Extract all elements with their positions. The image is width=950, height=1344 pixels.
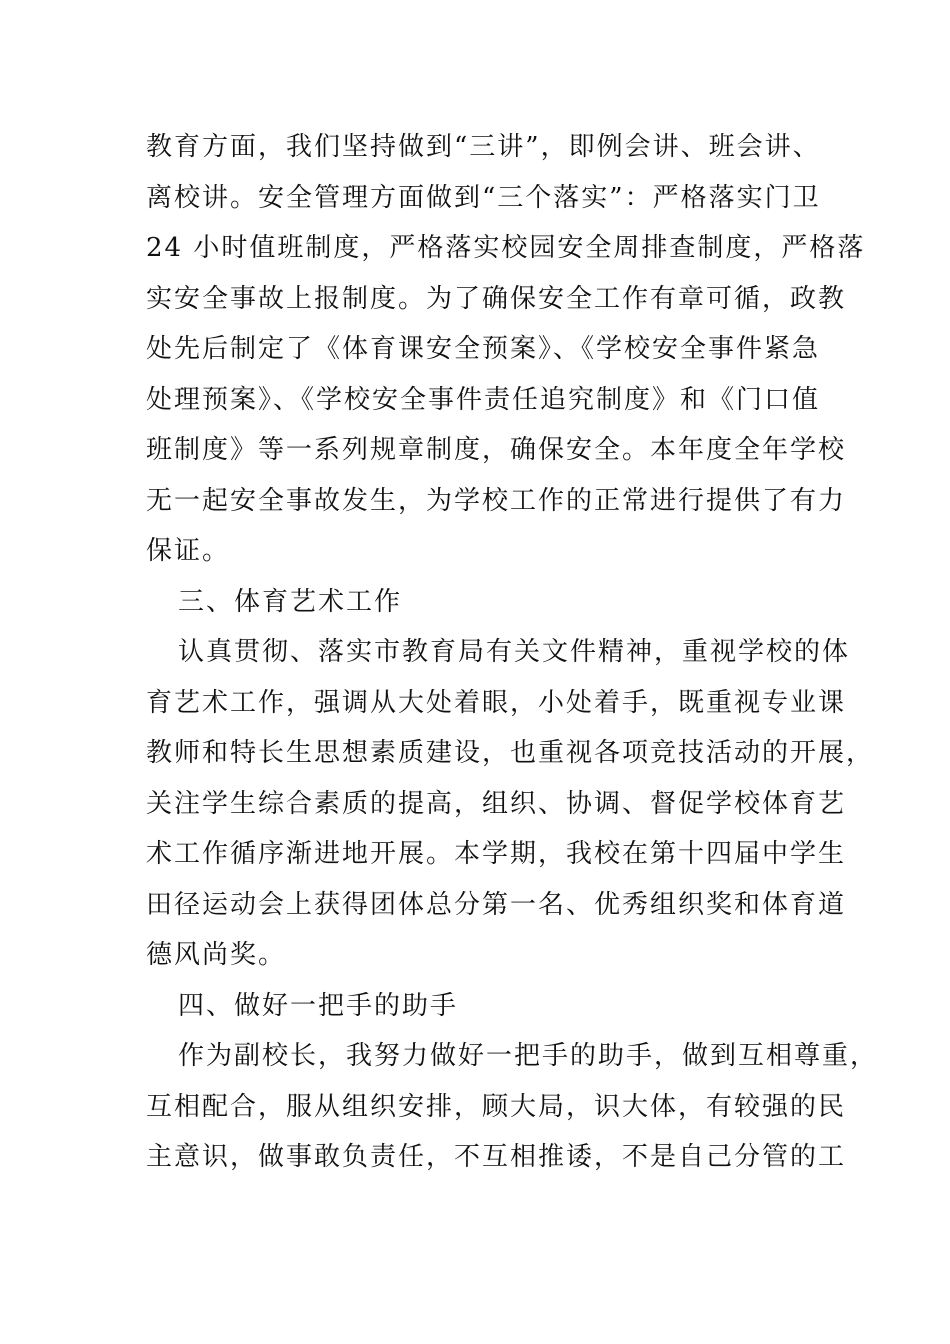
section-heading: 三、体育艺术工作 — [178, 586, 403, 617]
text-line: 保证。 — [146, 536, 231, 566]
text-line: 术工作循序渐进地开展。本学期，我校在第十四届中学生 — [146, 839, 847, 869]
text-line: 处先后制定了《体育课安全预案》、《学校安全事件紧急 — [146, 334, 821, 364]
text-line: 班制度》等一系列规章制度，确保安全。本年度全年学校 — [146, 435, 847, 465]
text-line: 教师和特长生思想素质建设，也重视各项竞技活动的开展， — [146, 738, 875, 768]
text-line: 无一起安全事故发生，为学校工作的正常进行提供了有力 — [146, 485, 847, 516]
text-line: 关注学生综合素质的提高，组织、协调、督促学校体育艺 — [146, 788, 847, 819]
text-line: 离校讲。安全管理方面做到“三个落实”：严格落实门卫 — [146, 182, 821, 213]
text-line: 处理预案》、《学校安全事件责任追究制度》和《门口值 — [146, 384, 821, 415]
text-line: 互相配合，服从组织安排，顾大局，识大体，有较强的民 — [146, 1091, 847, 1122]
text-line: 实安全事故上报制度。为了确保安全工作有章可循，政教 — [146, 283, 847, 314]
section-heading: 四、做好一把手的助手 — [178, 990, 459, 1021]
text-line: 主意识，做事敢负责任，不互相推诿，不是自己分管的工 — [146, 1142, 847, 1172]
text-line: 德风尚奖。 — [146, 940, 287, 970]
text-line: 田径运动会上获得团体总分第一名、优秀组织奖和体育道 — [146, 889, 847, 920]
text-line: 教育方面，我们坚持做到“三讲”，即例会讲、班会讲、 — [146, 132, 821, 162]
text-line: 24 小时值班制度，严格落实校园安全周排查制度，严格落 — [146, 233, 866, 263]
paragraph-start: 作为副校长，我努力做好一把手的助手，做到互相尊重， — [178, 1041, 879, 1071]
text-line: 育艺术工作，强调从大处着眼，小处着手，既重视专业课 — [146, 687, 847, 718]
body-text — [146, 128, 879, 1189]
paragraph-start: 认真贯彻、落实市教育局有关文件精神，重视学校的体 — [178, 637, 851, 667]
